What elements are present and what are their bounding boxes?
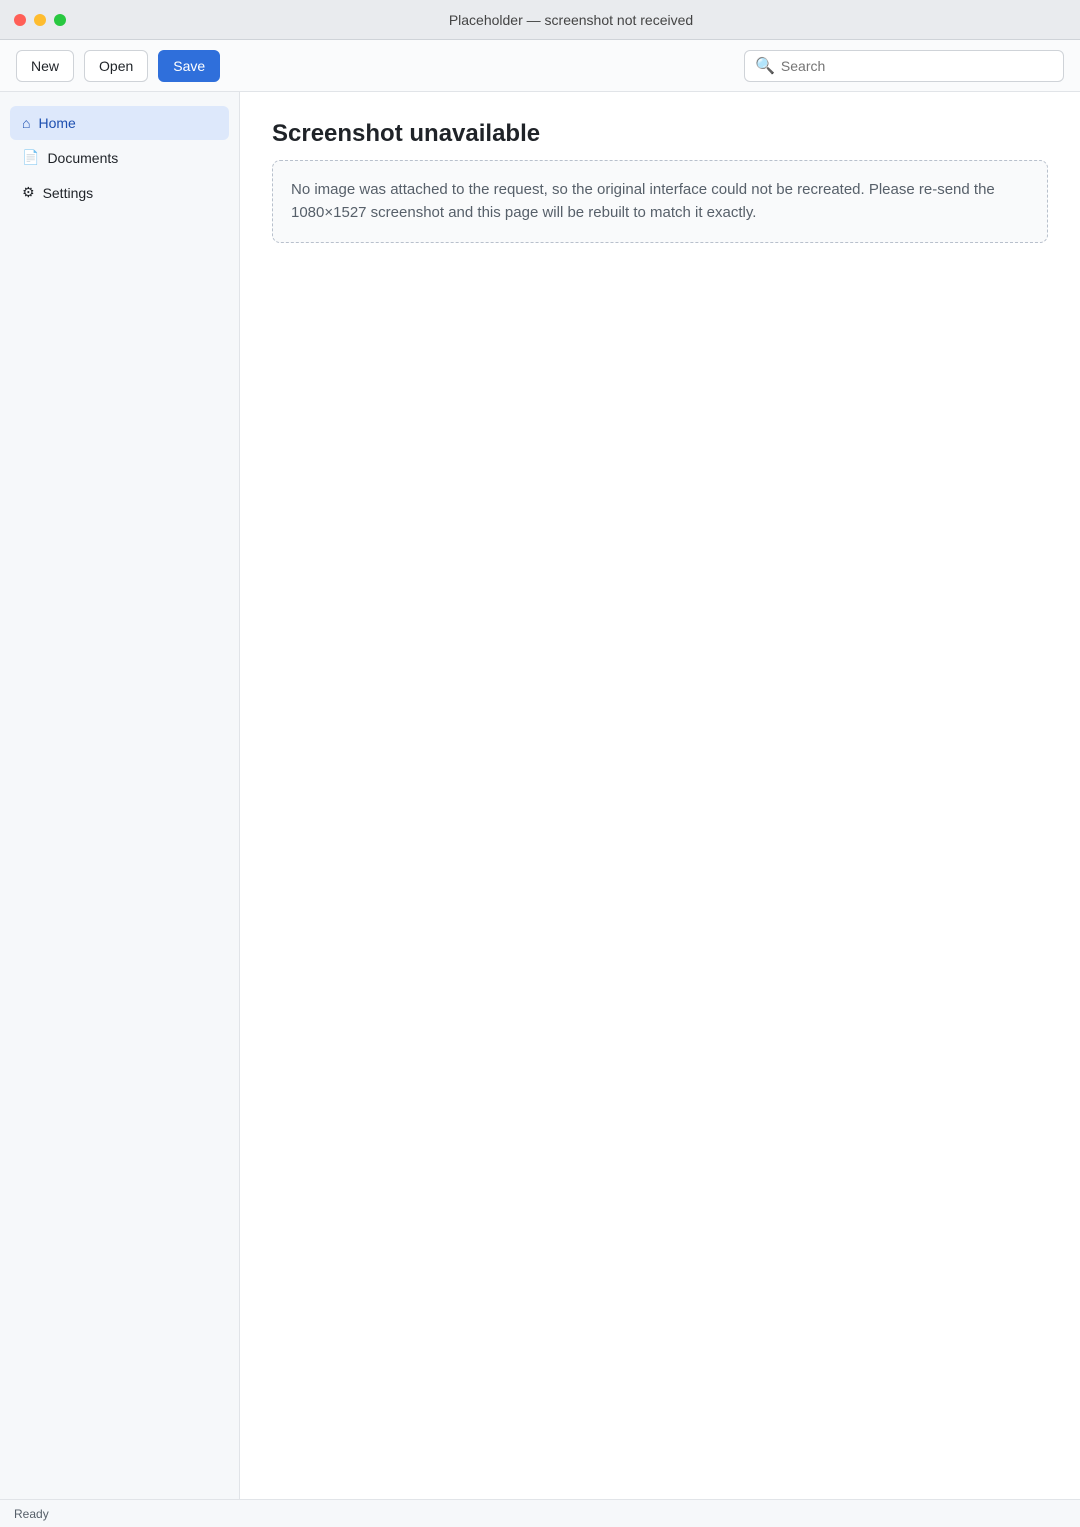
window-title: Placeholder — screenshot not received	[448, 11, 694, 28]
window-controls	[14, 14, 66, 26]
sidebar-item-settings[interactable]	[10, 175, 229, 210]
new-button[interactable]: New	[16, 50, 74, 82]
search-input[interactable]	[781, 58, 1053, 74]
main-panel	[240, 92, 1080, 1499]
save-button[interactable]: Save	[158, 50, 220, 82]
maximize-window-icon[interactable]	[54, 14, 66, 26]
sidebar-item-label: Documents	[47, 149, 119, 166]
gear-icon: ⚙	[22, 184, 35, 200]
sidebar-item-documents[interactable]	[10, 140, 229, 175]
search-icon: 🔍	[755, 57, 775, 75]
open-button[interactable]: Open	[84, 50, 148, 82]
search-box[interactable]	[744, 50, 1064, 82]
toolbar	[0, 40, 1080, 92]
page-title: Screenshot unavailable	[272, 120, 541, 147]
content-area	[0, 92, 1080, 1499]
status-bar	[0, 1499, 1080, 1527]
sidebar-item-label: Home	[38, 115, 76, 131]
sidebar-item-home[interactable]	[10, 106, 229, 140]
missing-screenshot-notice: No image was attached to the request, so the original interface could not be recreated. Please re-send the 1080×1527 screenshot and this page will be rebuilt to match it exactly.	[272, 160, 1048, 243]
minimize-window-icon[interactable]	[34, 14, 46, 26]
title-bar	[0, 0, 1080, 40]
home-icon: ⌂	[22, 115, 31, 131]
status-text: Ready	[14, 1506, 49, 1521]
sidebar-item-label: Settings	[42, 184, 94, 201]
sidebar	[0, 92, 240, 1499]
document-icon: 📄	[22, 149, 40, 165]
close-window-icon[interactable]	[14, 14, 26, 26]
